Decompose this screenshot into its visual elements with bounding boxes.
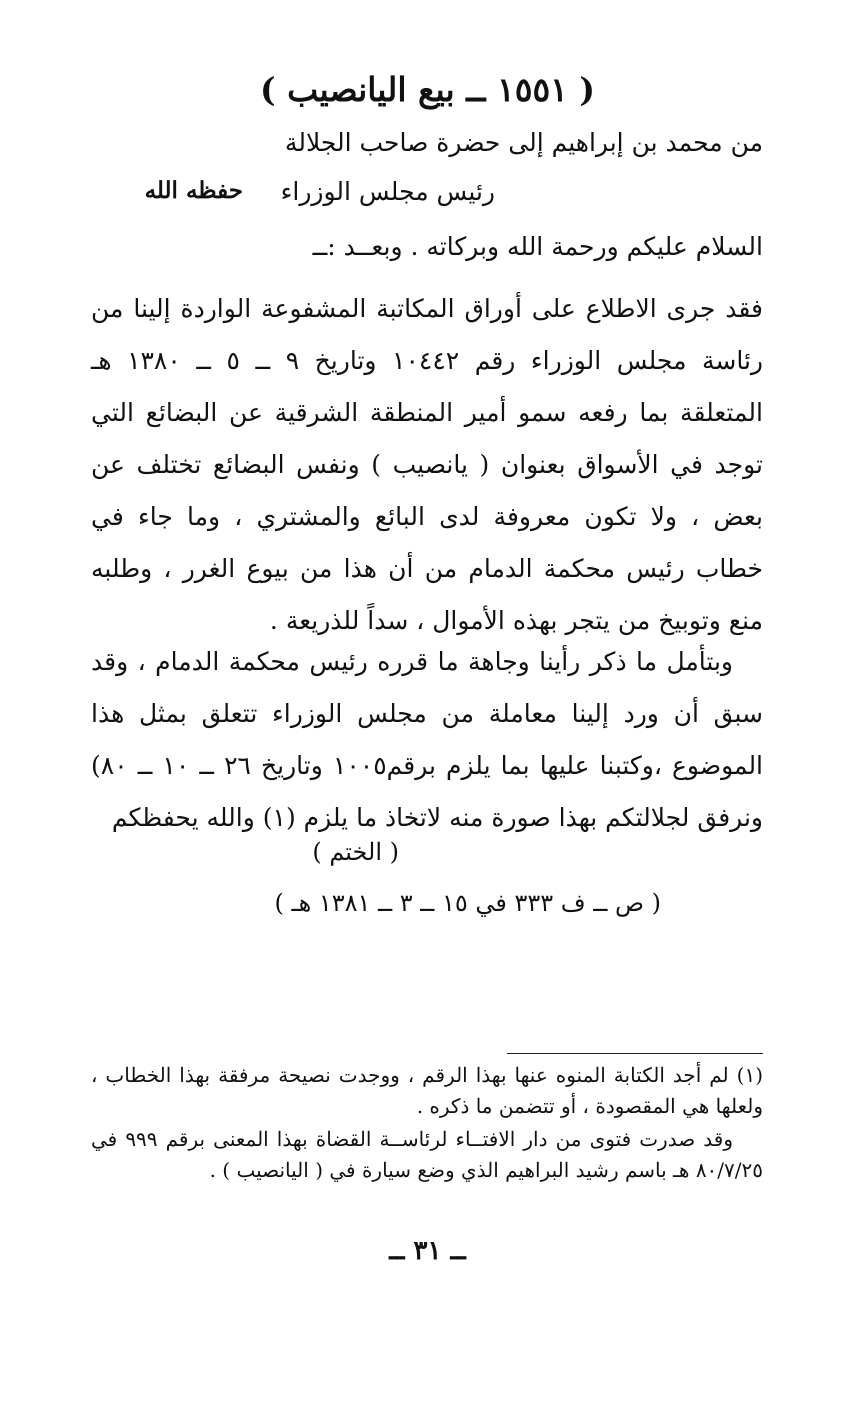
address-honorific: حفظه الله — [144, 177, 243, 204]
page-title: ( ١٥٥١ ــ بيع اليانصيب ) — [259, 70, 596, 109]
seal-note: ( الختم ) — [312, 838, 399, 866]
footnote-2-opening: وقد صدرت فتوى من دار الافتــاء لرئاســة القضاة بهذا المعنى — [213, 1127, 733, 1151]
body-paragraph-2-opening: وبتأمل ما ذكر رأينا وجاهة ما قرره رئيس محكمة الدمام ، — [137, 647, 733, 676]
body-paragraph-1: فقد جرى الاطلاع على أوراق المكاتبة المشفوعة الواردة إلينا من رئاسة مجلس الوزراء رقم ١٠٤٤٢ وتاريخ ٩ ــ ٥ ــ ١٣٨٠ هـ المتعلقة بما رفعه سمو أمير المنطقة الشرقية عن البضائع التي توجد في الأسواق بعنوان ( يانصيب ) ونفس البضائع تختلف عن بعض ، ولا تكون معروفة لدى البائع والمشتري ، وما جاء في خطاب رئيس محكمة الدمام من أن هذا من بيوع الغرر ، وطلبه منع وتوبيخ من يتجر بهذه الأموال ، سداً للذريعة . — [91, 294, 763, 635]
address-line-recipient: من محمد بن إبراهيم إلى حضرة صاحب الجلالة — [284, 128, 763, 157]
reference-line: ( ص ــ ف ٣٣٣ في ١٥ ــ ٣ ــ ١٣٨١ هـ ) — [274, 889, 661, 917]
footnote-2-rest: برقم ٩٩٩ في ٨٠/٧/٢٥ هـ باسم رشيد البراهيم الذي وضع سيارة في ( اليانصيب ) . — [91, 1127, 763, 1182]
page-number: ــ ٣١ ــ — [389, 1236, 466, 1266]
address-line-title: رئيس مجلس الوزراء — [280, 177, 495, 206]
body-paragraph-2-rest: وقد سبق أن ورد إلينا معاملة من مجلس الوزراء تتعلق بمثل هذا الموضوع ،وكتبنا عليها بما يلزم برقم١٠٠٥ وتاريخ ٢٦ ــ ١٠ ــ ٨٠) ونرفق لجلالتكم بهذا صورة منه لاتخاذ ما يلزم (١) والله يحفظكم — [91, 647, 764, 832]
footnote-divider — [507, 1053, 763, 1054]
footnote-1: (١) لم أجد الكتابة المنوه عنها بهذا الرقم ، ووجدت نصيحة مرفقة بهذا الخطاب ، ولعلها هي المقصودة ، أو تتضمن ما ذكره . — [91, 1063, 763, 1118]
greeting-line: السلام عليكم ورحمة الله وبركاته . وبعــد :ــ — [312, 232, 763, 261]
footnote-2 — [91, 1124, 763, 1186]
body-paragraph-2 — [91, 636, 763, 844]
